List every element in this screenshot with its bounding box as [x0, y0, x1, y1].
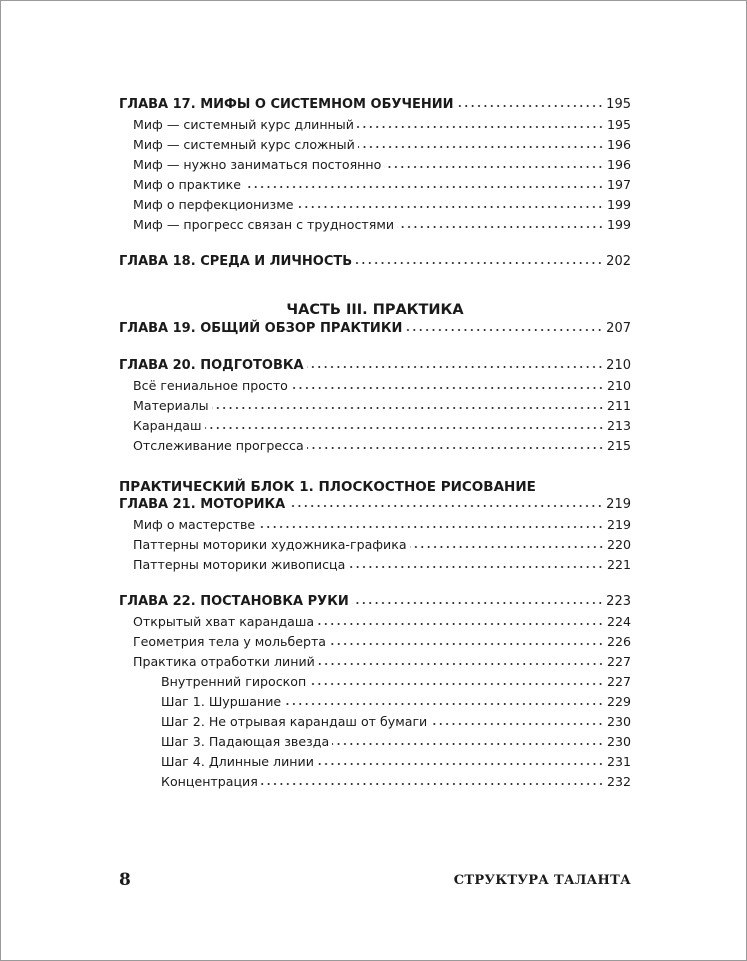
toc-chapter-entry[interactable]	[119, 495, 631, 515]
entry-page: 196	[606, 157, 631, 172]
entry-page: 223	[606, 594, 631, 609]
dot-leader	[358, 145, 604, 149]
dot-leader	[261, 782, 604, 786]
toc-subentry[interactable]	[119, 416, 631, 436]
dot-leader	[258, 525, 604, 529]
toc-subentry[interactable]	[119, 712, 631, 732]
running-title: СТРУКТУРА ТАЛАНТА	[453, 873, 631, 888]
entry-title: Миф — системный курс сложный	[133, 137, 355, 152]
entry-page: 219	[606, 497, 631, 512]
entry-title: ГЛАВА 18. СРЕДА И ЛИЧНОСТЬ	[119, 254, 353, 269]
toc-chapter-group	[119, 495, 631, 575]
entry-page: 231	[606, 754, 631, 769]
entry-title: Миф о мастерстве	[133, 517, 256, 532]
dot-leader	[384, 165, 604, 169]
toc-chapter-group	[119, 356, 631, 456]
dot-leader	[329, 642, 604, 646]
dot-leader	[405, 328, 603, 332]
entry-page: 195	[606, 97, 631, 112]
entry-title: Шаг 4. Длинные линии	[161, 754, 314, 769]
toc-subentry[interactable]	[119, 436, 631, 456]
toc-chapter-entry[interactable]	[119, 95, 631, 115]
block-heading: ПРАКТИЧЕСКИЙ БЛОК 1. ПЛОСКОСТНОЕ РИСОВАНИЕ	[119, 479, 536, 495]
entry-title: Паттерны моторики живописца	[133, 557, 346, 572]
toc-subentry[interactable]	[119, 752, 631, 772]
entry-title: Концентрация	[161, 774, 258, 789]
entry-page: 199	[606, 217, 631, 232]
dot-leader	[355, 261, 603, 265]
dot-leader	[244, 185, 604, 189]
entry-title: Геометрия тела у мольберта	[133, 634, 327, 649]
entry-page: 227	[606, 674, 631, 689]
entry-page: 213	[606, 418, 631, 433]
entry-title: Практика отработки линий	[133, 654, 315, 669]
dot-leader	[205, 426, 604, 430]
entry-title: Внутренний гироскоп	[161, 674, 307, 689]
entry-page: 211	[606, 398, 631, 413]
dot-leader	[307, 446, 604, 450]
dot-leader	[212, 406, 604, 410]
toc-subentry[interactable]	[119, 376, 631, 396]
entry-title: Материалы	[133, 398, 209, 413]
dot-leader	[457, 104, 604, 108]
toc-chapter-group	[119, 592, 631, 792]
entry-page: 210	[606, 358, 631, 373]
entry-title: Миф о перфекционизме	[133, 197, 294, 212]
entry-title: ГЛАВА 22. ПОСТАНОВКА РУКИ	[119, 594, 349, 609]
entry-title: Шаг 1. Шуршание	[161, 694, 282, 709]
page-footer	[119, 870, 631, 890]
entry-title: Открытый хват карандаша	[133, 614, 315, 629]
entry-title: Шаг 3. Падающая звезда	[161, 734, 330, 749]
entry-page: 227	[606, 654, 631, 669]
toc-subentry[interactable]	[119, 215, 631, 235]
entry-page: 220	[606, 537, 631, 552]
entry-title: Миф — системный курс длинный	[133, 117, 354, 132]
dot-leader	[309, 682, 604, 686]
entry-page: 202	[606, 254, 631, 269]
dot-leader	[352, 601, 603, 605]
toc-chapter-entry[interactable]	[119, 252, 631, 272]
entry-title: Шаг 2. Не отрывая карандаш от бумаги	[161, 714, 428, 729]
table-of-contents	[119, 95, 631, 792]
toc-subentry[interactable]	[119, 632, 631, 652]
toc-subentry[interactable]	[119, 612, 631, 632]
toc-chapter-entry[interactable]	[119, 356, 631, 376]
entry-title: Отслеживание прогресса	[133, 438, 304, 453]
part-heading: ЧАСТЬ III. ПРАКТИКА	[286, 302, 464, 318]
toc-subentry[interactable]	[119, 535, 631, 555]
dot-leader	[317, 762, 604, 766]
entry-title: Всё гениальное просто	[133, 378, 288, 393]
entry-page: 207	[606, 321, 631, 336]
dot-leader	[318, 662, 604, 666]
dot-leader	[296, 205, 603, 209]
entry-page: 210	[606, 378, 631, 393]
toc-subentry[interactable]	[119, 175, 631, 195]
toc-subentry[interactable]	[119, 195, 631, 215]
toc-chapter-entry[interactable]	[119, 319, 631, 339]
toc-subentry[interactable]	[119, 772, 631, 792]
entry-page: 229	[606, 694, 631, 709]
entry-title: Миф о практике	[133, 177, 241, 192]
entry-page: 224	[606, 614, 631, 629]
entry-page: 230	[606, 734, 631, 749]
dot-leader	[288, 504, 603, 508]
dot-leader	[430, 722, 604, 726]
dot-leader	[291, 386, 604, 390]
toc-subentry[interactable]	[119, 555, 631, 575]
toc-chapter-entry[interactable]	[119, 592, 631, 612]
entry-title: Миф — нужно заниматься постоянно	[133, 157, 382, 172]
dot-leader	[284, 702, 604, 706]
entry-page: 199	[606, 197, 631, 212]
entry-page: 195	[606, 117, 631, 132]
entry-title: ГЛАВА 17. МИФЫ О СИСТЕМНОМ ОБУЧЕНИИ	[119, 97, 454, 112]
toc-chapter-group	[119, 319, 631, 339]
dot-leader	[397, 225, 604, 229]
toc-chapter-group	[119, 95, 631, 235]
dot-leader	[410, 545, 604, 549]
entry-title: ГЛАВА 21. МОТОРИКА	[119, 497, 286, 512]
toc-subentry[interactable]	[119, 672, 631, 692]
toc-chapter-group	[119, 252, 631, 272]
toc-subentry[interactable]	[119, 652, 631, 672]
entry-page: 230	[606, 714, 631, 729]
toc-subentry[interactable]	[119, 396, 631, 416]
entry-page: 196	[606, 137, 631, 152]
toc-subentry[interactable]	[119, 515, 631, 535]
entry-title: Миф — прогресс связан с трудностями	[133, 217, 395, 232]
toc-subentry[interactable]	[119, 732, 631, 752]
toc-subentry[interactable]	[119, 115, 631, 135]
toc-subentry[interactable]	[119, 155, 631, 175]
dot-leader	[307, 365, 604, 369]
dot-leader	[332, 742, 604, 746]
dot-leader	[317, 622, 604, 626]
entry-page: 221	[606, 557, 631, 572]
entry-page: 232	[606, 774, 631, 789]
entry-page: 197	[606, 177, 631, 192]
entry-page: 219	[606, 517, 631, 532]
page-number: 8	[119, 870, 131, 890]
entry-title: ГЛАВА 20. ПОДГОТОВКА	[119, 358, 304, 373]
entry-title: ГЛАВА 19. ОБЩИЙ ОБЗОР ПРАКТИКИ	[119, 321, 403, 336]
entry-page: 226	[606, 634, 631, 649]
dot-leader	[357, 125, 604, 129]
entry-title: Карандаш	[133, 418, 202, 433]
toc-subentry[interactable]	[119, 692, 631, 712]
dot-leader	[348, 565, 604, 569]
entry-title: Паттерны моторики художника-графика	[133, 537, 407, 552]
toc-subentry[interactable]	[119, 135, 631, 155]
entry-page: 215	[606, 438, 631, 453]
